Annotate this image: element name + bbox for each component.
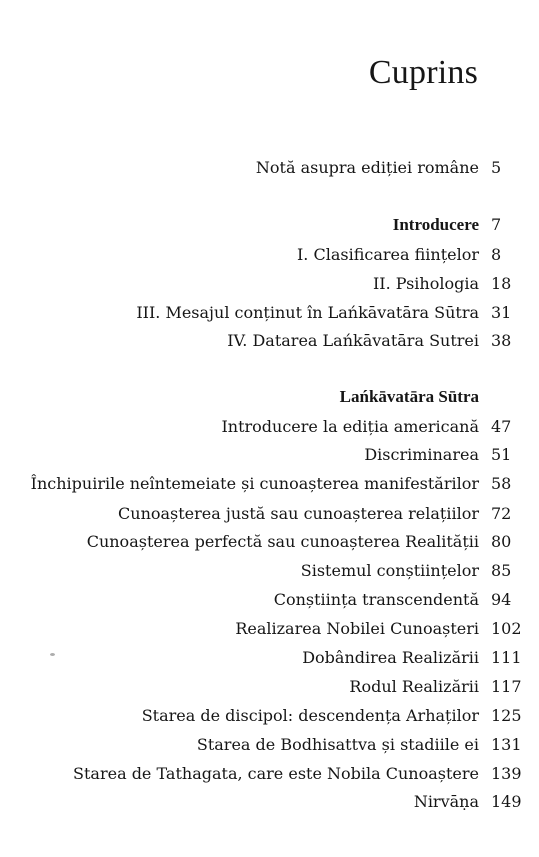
- page-title: Cuprins: [368, 54, 478, 91]
- toc-entry: [0, 415, 539, 439]
- toc-entry-title: IV. Datarea Lańkāvatāra Sutrei: [227, 331, 479, 350]
- toc-entry-title: I. Clasificarea ființelor: [296, 245, 479, 264]
- print-speck: [50, 653, 55, 656]
- toc-entry-page: 5: [491, 158, 502, 177]
- toc-entry: [0, 243, 539, 267]
- toc-entry-title: Introducere la ediția americană: [221, 417, 479, 436]
- toc-entry-title: Cunoașterea perfectă sau cunoașterea Realității: [86, 532, 479, 551]
- toc-entry-title: Conștiința transcendentă: [273, 590, 479, 609]
- toc-entry-page: 31: [491, 303, 512, 322]
- toc-entry-title: Închipuirile neîntemeiate și cunoașterea manifestărilor: [30, 474, 479, 493]
- toc-section-title: Introducere: [392, 215, 479, 234]
- toc-section-title: Lańkāvatāra Sūtra: [339, 387, 479, 406]
- toc-entry-page: 51: [491, 445, 512, 464]
- toc-entry-page: 125: [491, 706, 522, 725]
- toc-entry: [0, 272, 539, 296]
- toc-entry: [0, 530, 539, 554]
- toc-entry-title: Notă asupra ediției române: [255, 158, 479, 177]
- toc-entry-title: Nirvāṇa: [413, 792, 479, 811]
- toc-entry: [0, 301, 539, 325]
- toc-entry-title: Starea de Tathagata, care este Nobila Cunoaștere: [73, 764, 479, 783]
- toc-entry: [0, 762, 539, 786]
- toc-entry-page: 139: [491, 764, 522, 783]
- toc-entry-page: 117: [491, 677, 522, 696]
- toc-entry-title: Starea de Bodhisattva și stadiile ei: [196, 735, 479, 754]
- toc-entry: [0, 443, 539, 467]
- toc-section-heading: [0, 385, 539, 409]
- toc-entry-page: 111: [491, 648, 522, 667]
- toc-entry-page: 58: [491, 474, 512, 493]
- toc-entry-page: 7: [491, 215, 502, 234]
- toc-entry: [0, 502, 539, 526]
- toc-entry-title: III. Mesajul conținut în Lańkāvatāra Sūtra: [136, 303, 479, 322]
- toc-entry-page: 85: [491, 561, 512, 580]
- toc-entry-page: 94: [491, 590, 512, 609]
- toc-section-heading: [0, 213, 539, 237]
- toc-entry: [0, 704, 539, 728]
- toc-entry-title: Starea de discipol: descendența Arhaților: [141, 706, 479, 725]
- toc-entry: [0, 790, 539, 814]
- toc-entry: [0, 617, 539, 641]
- toc-entry-title: Realizarea Nobilei Cunoașteri: [235, 619, 479, 638]
- toc-entry: [0, 329, 539, 353]
- toc-entry-page: 18: [491, 274, 512, 293]
- toc-entry-page: 8: [491, 245, 502, 264]
- toc-entry: [0, 646, 539, 670]
- toc-entry-title: Cunoașterea justă sau cunoașterea relațiilor: [118, 504, 479, 523]
- toc-entry: [0, 675, 539, 699]
- toc-entry-title: Discriminarea: [364, 445, 479, 464]
- toc-entry-title: Rodul Realizării: [349, 677, 479, 696]
- toc-entry-title: Dobândirea Realizării: [302, 648, 479, 667]
- toc-entry-page: 80: [491, 532, 512, 551]
- toc-entry-title: Sistemul conștiințelor: [300, 561, 479, 580]
- toc-entry-page: 131: [491, 735, 522, 754]
- toc-entry-page: 47: [491, 417, 512, 436]
- toc-entry-page: 38: [491, 331, 512, 350]
- toc-entry: [0, 588, 539, 612]
- toc-entry: [0, 559, 539, 583]
- toc-entry: [0, 472, 539, 496]
- toc-entry-page: 72: [491, 504, 512, 523]
- toc-entry-title: II. Psihologia: [372, 274, 479, 293]
- toc-entry-page: 102: [491, 619, 522, 638]
- toc-entry: [0, 733, 539, 757]
- toc-entry-page: 149: [491, 792, 522, 811]
- toc-entry: [0, 156, 539, 180]
